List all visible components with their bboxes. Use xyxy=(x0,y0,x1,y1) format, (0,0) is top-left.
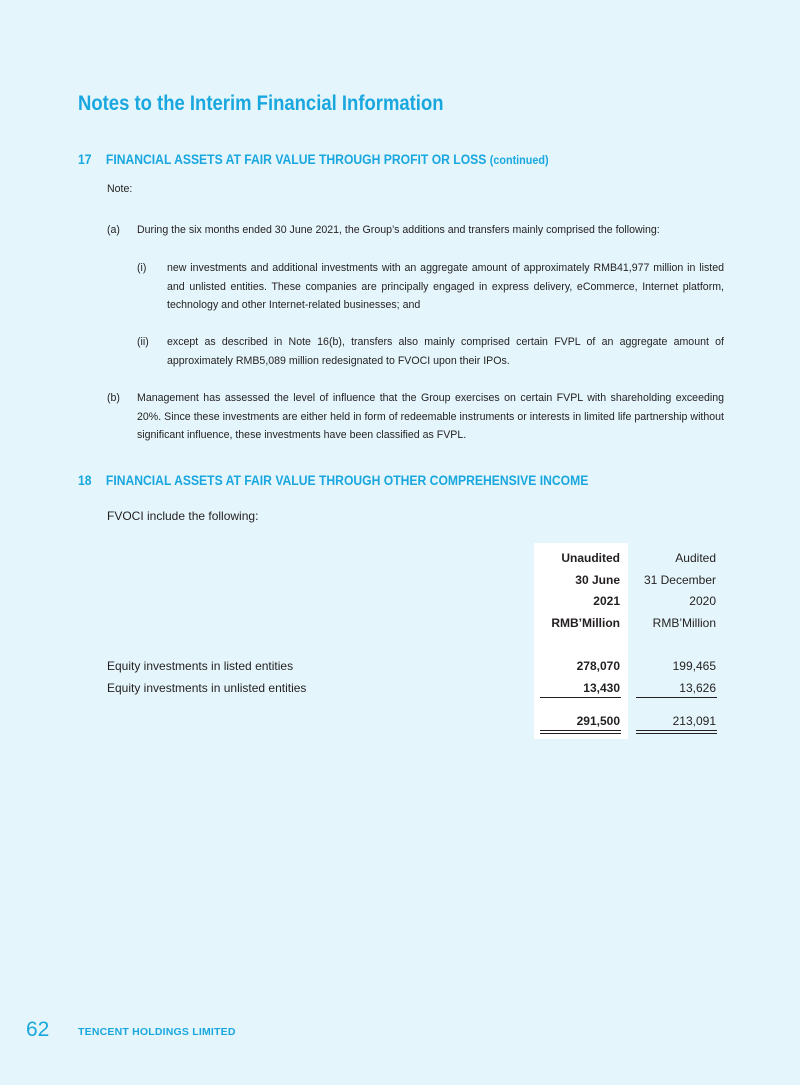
company-name: TENCENT HOLDINGS LIMITED xyxy=(78,1026,236,1038)
header-31-december: 31 December xyxy=(643,573,716,587)
section-18-title: FINANCIAL ASSETS AT FAIR VALUE THROUGH OTHER COMPREHENSIVE INCOME xyxy=(105,473,589,488)
header-2021: 2021 xyxy=(593,594,620,608)
section-18-heading xyxy=(78,473,588,488)
note-b-label: (b) xyxy=(107,392,120,404)
total-double-rule-2021 xyxy=(540,730,621,734)
fvoci-intro: FVOCI include the following: xyxy=(107,509,259,523)
header-30-june: 30 June xyxy=(575,573,620,587)
row-listed-2021: 278,070 xyxy=(576,659,620,673)
section-18-number: 18 xyxy=(78,473,92,488)
note-b-text: Management has assessed the level of influence that the Group exercises on certain FVPL with shareholding exceeding 20%. Since these investments are either held in form of redeemable instruments or interests in limited life partnership without significant influence, these investments have been classified as FVPL. xyxy=(137,392,724,441)
note-a-ii-text: except as described in Note 16(b), transfers also mainly comprised certain FVPL of an aggregate amount of approximately RMB5,089 million redesignated to FVOCI upon their IPOs. xyxy=(167,336,724,367)
header-2020: 2020 xyxy=(689,594,716,608)
note-label: Note: xyxy=(107,183,133,195)
header-unaudited: Unaudited xyxy=(561,551,620,565)
section-17-number: 17 xyxy=(78,152,92,167)
row-unlisted-2020: 13,626 xyxy=(679,681,716,695)
header-audited: Audited xyxy=(675,551,716,565)
row-unlisted-label: Equity investments in unlisted entities xyxy=(107,681,307,695)
page-number: 62 xyxy=(26,1018,50,1041)
section-17-heading xyxy=(78,152,549,167)
total-double-rule-2020 xyxy=(636,730,717,734)
row-listed-2020: 199,465 xyxy=(672,659,716,673)
header-rmb-million-2020: RMB’Million xyxy=(652,616,716,630)
note-a-ii-label: (ii) xyxy=(137,336,149,348)
total-2021: 291,500 xyxy=(576,714,620,728)
note-a-text: During the six months ended 30 June 2021, the Group’s additions and transfers mainly comprised the following: xyxy=(137,224,660,236)
page-title: Notes to the Interim Financial Information xyxy=(78,92,444,115)
header-rmb-million-2021: RMB’Million xyxy=(551,616,620,630)
note-a-i-label: (i) xyxy=(137,262,147,274)
total-2020: 213,091 xyxy=(672,714,716,728)
section-17-title: FINANCIAL ASSETS AT FAIR VALUE THROUGH PROFIT OR LOSS xyxy=(105,152,487,167)
subtotal-rule-2020 xyxy=(636,697,717,698)
section-17-continued: (continued) xyxy=(489,153,549,167)
note-a-label: (a) xyxy=(107,224,120,236)
subtotal-rule-2021 xyxy=(540,697,621,698)
note-a-i-text: new investments and additional investments with an aggregate amount of approximately RMB41,977 million in listed and unlisted entities. These companies are principally engaged in express delivery, eCommerce, Internet platform, technology and other Internet-related businesses; and xyxy=(167,262,724,311)
row-listed-label: Equity investments in listed entities xyxy=(107,659,294,673)
row-unlisted-2021: 13,430 xyxy=(583,681,620,695)
